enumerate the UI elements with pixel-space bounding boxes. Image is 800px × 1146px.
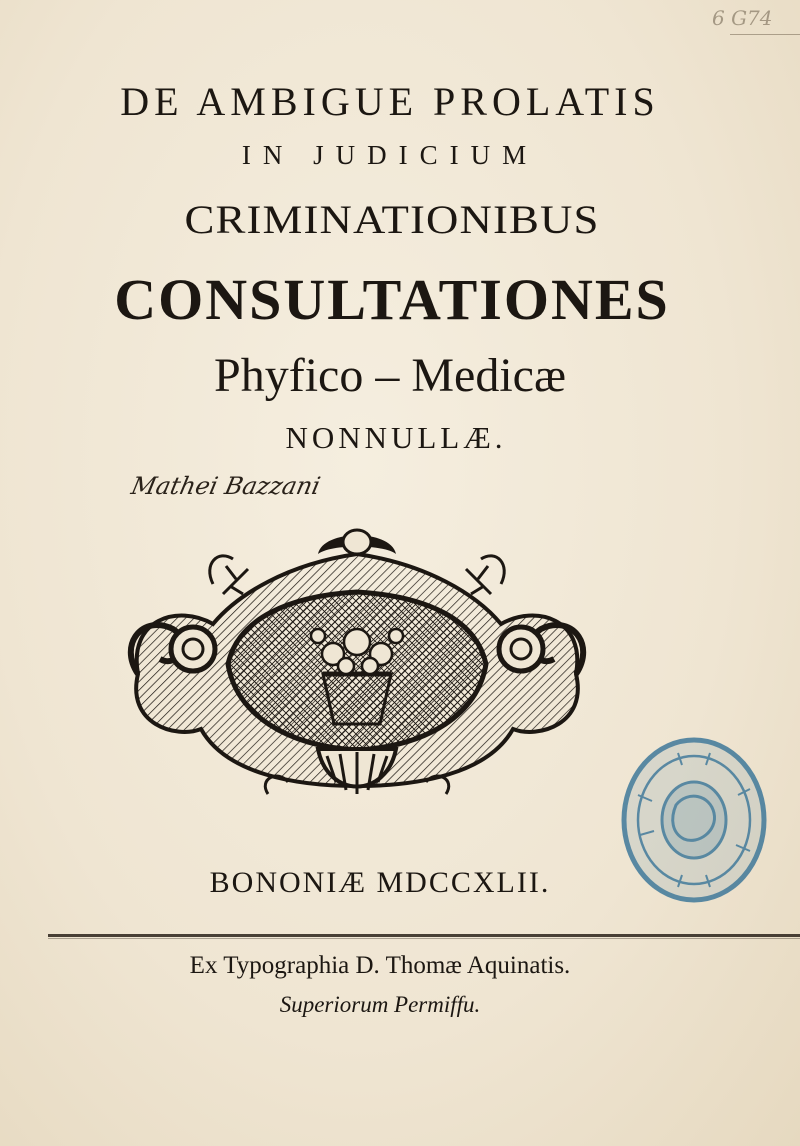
title-line-1: DE AMBIGUE PROLATIS: [120, 79, 660, 124]
title-line-2: IN JUDICIUM: [241, 140, 539, 170]
title-line-3: CRIMINATIONIBUS: [184, 197, 600, 242]
handwritten-signature: Mathei Bazzani: [128, 472, 323, 500]
permission-line: Superiorum Permiffu.: [279, 992, 481, 1017]
printers-ornament: [118, 524, 596, 824]
title-line-5: Phyfico – Medicæ: [214, 349, 566, 402]
divider-rule-thin: [48, 938, 800, 939]
title-line-6: NONNULLÆ.: [285, 420, 507, 455]
publisher-line: Ex Typographia D. Thomæ Aquinatis.: [189, 952, 571, 979]
imprint-place-date: BONONIÆ MDCCXLII.: [209, 866, 551, 899]
divider-rule: [48, 934, 800, 937]
title-line-4: CONSULTATIONES: [114, 267, 670, 332]
corner-shelfmark: 6 G74: [712, 6, 773, 30]
library-stamp-icon: [618, 735, 770, 905]
corner-underline: [730, 34, 800, 35]
